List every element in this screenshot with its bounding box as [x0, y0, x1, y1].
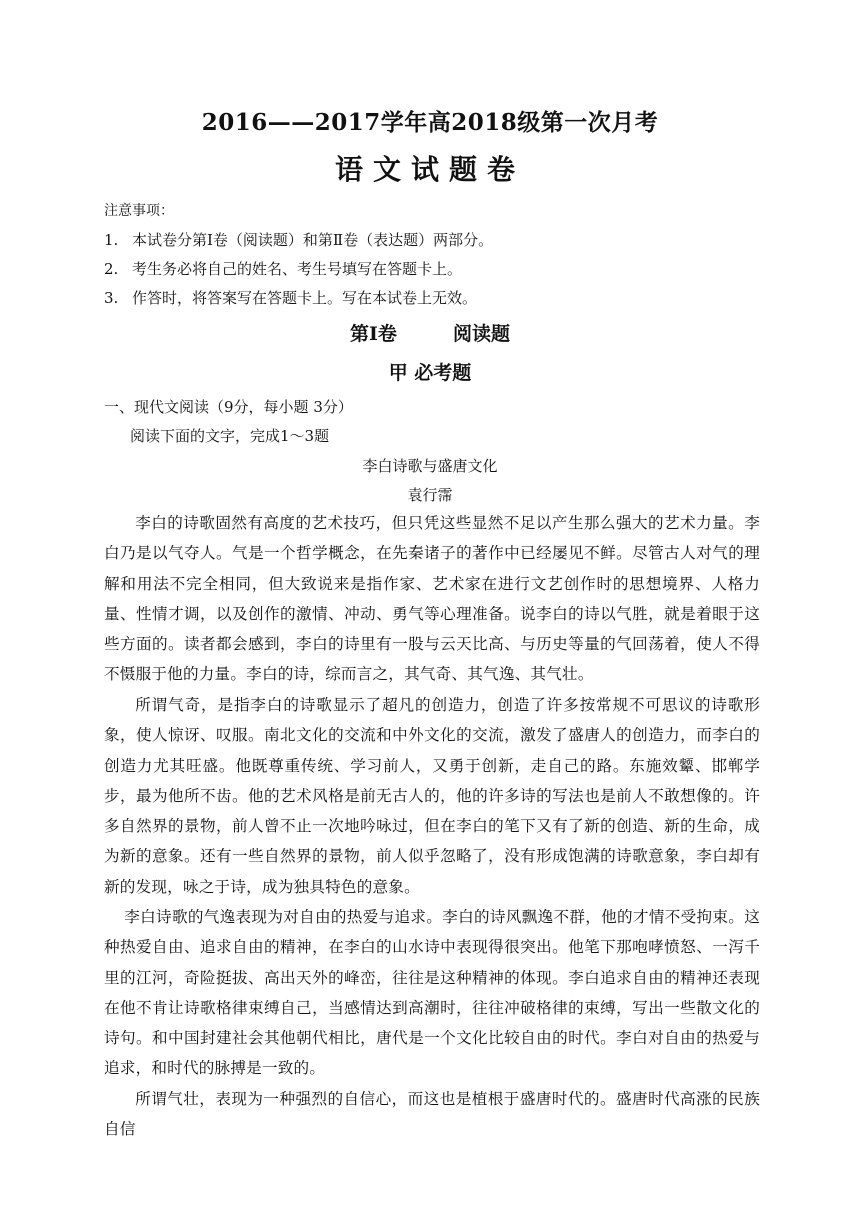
- note-number: 2.: [104, 260, 119, 278]
- part-name: 阅读题: [452, 323, 510, 345]
- note-text: 本试卷分第Ⅰ卷（阅读题）和第Ⅱ卷（表达题）两部分。: [132, 231, 494, 249]
- article-paragraph: 李白诗歌的气逸表现为对自由的热爱与追求。李白的诗风飘逸不群，他的才情不受拘束。这种热爱自由、追求自由的精神，在李白的山水诗中表现得很突出。他笔下那咆哮愤怒、一泻千里的江河，奇险挺拔、高出天外的峰峦，往往是这种精神的体现。李白追求自由的精神还表现在他不肯让诗歌格律束缚自己，当感情达到高潮时，往往冲破格律的束缚，写出一些散文化的诗句。和中国封建社会其他朝代相比，唐代是一个文化比较自由的时代。李白对自由的热爱与追求，和时代的脉搏是一致的。: [104, 908, 760, 1078]
- note-number: 3.: [104, 289, 119, 307]
- paper-title: 语文试题卷: [334, 153, 525, 186]
- part-label: 第Ⅰ卷: [350, 323, 397, 345]
- note-item: [104, 258, 462, 279]
- note-text: 作答时，将答案写在答题卡上。写在本试卷上无效。: [132, 289, 478, 307]
- article-paragraph: 李白的诗歌固然有高度的艺术技巧，但只凭这些显然不足以产生那么强大的艺术力量。李白乃是以气夺人。气是一个哲学概念，在先秦诸子的著作中已经屡见不鲜。尽管古人对气的理解和用法不完全相同，但大致说来是指作家、艺术家在进行文艺创作时的思想境界、人格力量、性情才调，以及创作的激情、冲动、勇气等心理准备。说李白的诗以气胜，就是着眼于这些方面的。读者都会感到，李白的诗里有一股与云天比高、与历史等量的气回荡着，使人不得不慑服于他的力量。李白的诗，综而言之，其气奇、其气逸、其气壮。: [104, 514, 760, 684]
- exam-title: 2016——2017学年高2018级第一次月考: [201, 109, 659, 136]
- question-instruction: 阅读下面的文字，完成1～3题: [130, 427, 330, 445]
- article-author: 袁行霈: [407, 486, 453, 504]
- article-paragraph: 所谓气壮，表现为一种强烈的自信心，而这也是植根于盛唐时代的。盛唐时代高涨的民族自信: [104, 1090, 760, 1139]
- note-number: 1.: [104, 231, 119, 249]
- note-item: [104, 229, 493, 250]
- article-title: 李白诗歌与盛唐文化: [362, 457, 498, 475]
- part-subheading: 甲 必考题: [388, 362, 472, 384]
- note-item: [104, 287, 477, 308]
- question-heading: 一、现代文阅读（9分，每小题 3分）: [104, 398, 353, 416]
- article-paragraph: 所谓气奇，是指李白的诗歌显示了超凡的创造力，创造了许多按常规不可思议的诗歌形象，使人惊讶、叹服。南北文化的交流和中外文化的交流，激发了盛唐人的创造力，而李白的创造力尤其旺盛。他既尊重传统、学习前人，又勇于创新，走自己的路。东施效颦、邯郸学步，最为他所不齿。他的艺术风格是前无古人的，他的许多诗的写法也是前人不敢想像的。许多自然界的景物，前人曾不止一次地吟咏过，但在李白的笔下又有了新的创造、新的生命，成为新的意象。还有一些自然界的景物，前人似乎忽略了，没有形成饱满的诗歌意象，李白却有新的发现，咏之于诗，成为独具特色的意象。: [104, 696, 760, 896]
- note-text: 考生务必将自己的姓名、考生号填写在答题卡上。: [132, 260, 463, 278]
- part-heading: [0, 319, 860, 346]
- notes-heading: 注意事项：: [104, 203, 174, 219]
